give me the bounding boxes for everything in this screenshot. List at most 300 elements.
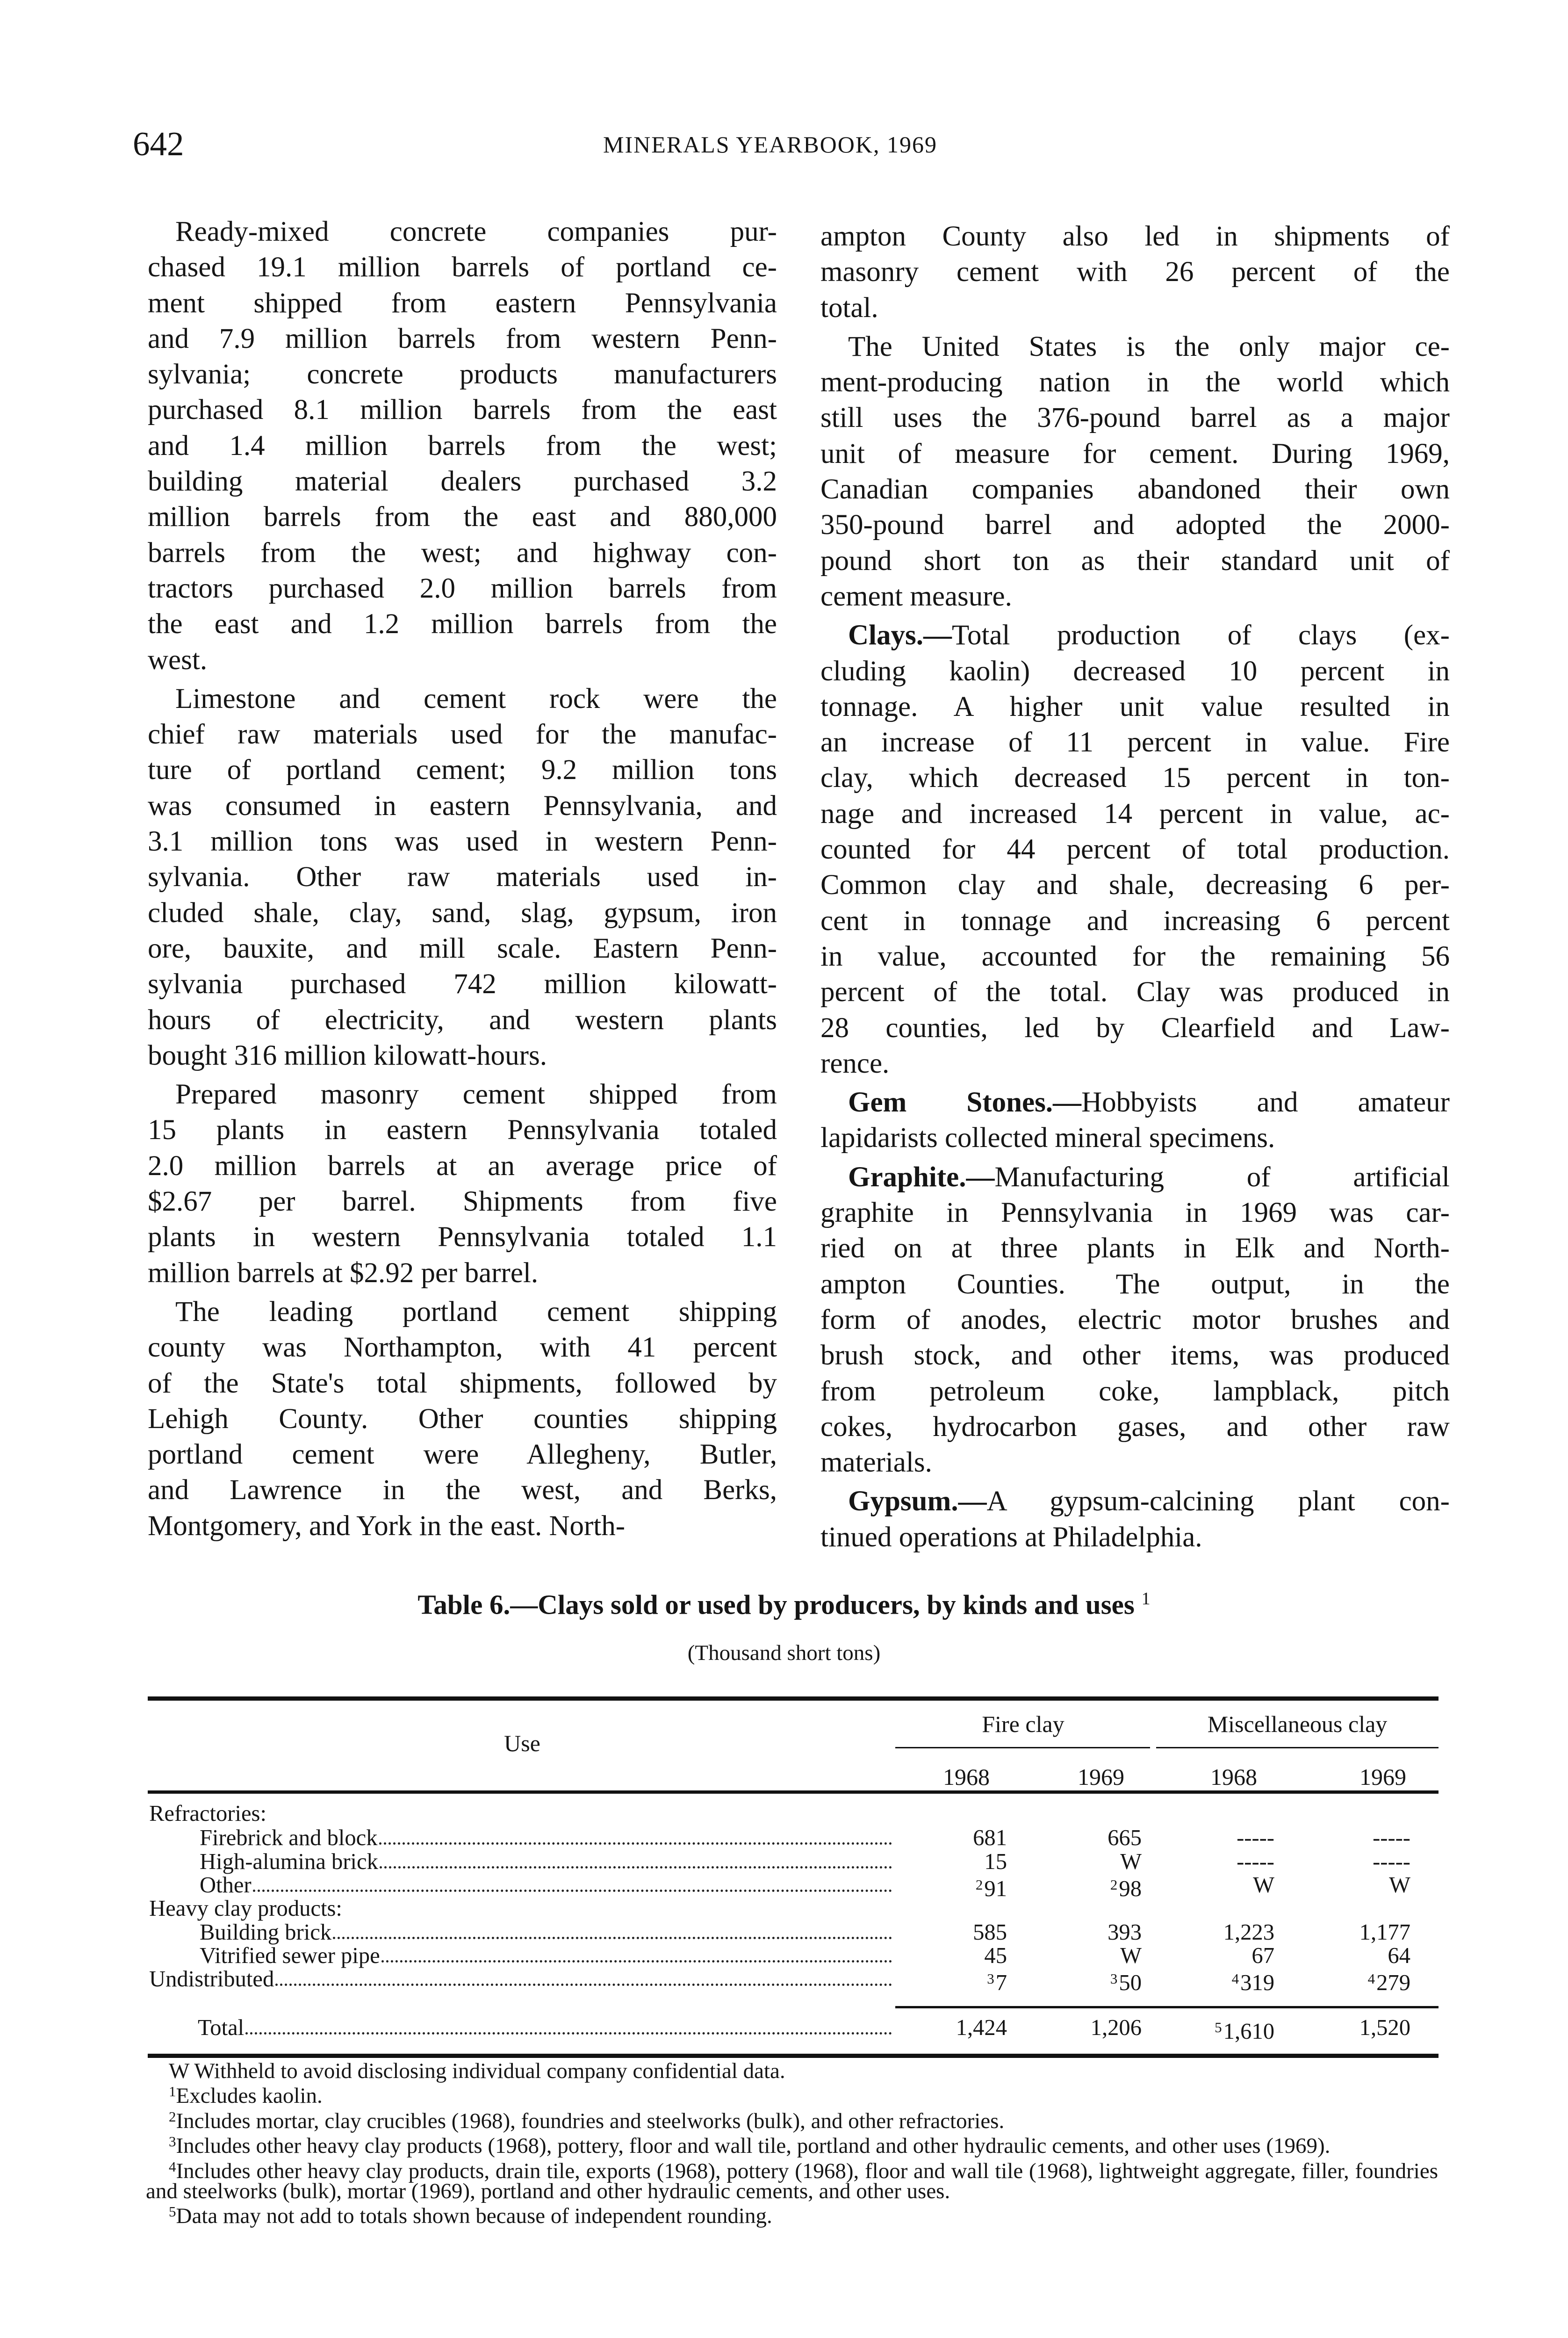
cell-value: 393 — [1108, 1919, 1142, 1945]
text-line — [820, 903, 1450, 939]
footnote-text — [146, 2201, 1438, 2229]
table-cell — [1007, 1826, 1142, 1849]
text-line-content: graphite in Pennsylvania in 1969 was car- — [820, 1197, 1450, 1229]
section-lead: Graphite.— — [848, 1161, 995, 1193]
text-line-content: Ready-mixed concrete companies pur- — [175, 216, 777, 247]
footnote-mark: 2 — [1110, 1876, 1118, 1893]
text-line-content: cokes, hydrocarbon gases, and other raw — [820, 1411, 1450, 1443]
header-year: 1968 — [943, 1764, 990, 1790]
cell-value: 681 — [973, 1825, 1007, 1850]
table-cell — [1007, 1967, 1142, 1995]
text-line — [148, 1508, 777, 1544]
table-row — [149, 1944, 1438, 1967]
footnote-mark: 2 — [975, 1876, 983, 1893]
row-label — [149, 2016, 895, 2039]
text-line-content: unit of measure for cement. During 1969, — [820, 438, 1450, 469]
row-label — [149, 1873, 895, 1897]
footnote-mark: 3 — [1110, 1970, 1118, 1987]
text-line — [148, 499, 777, 535]
header-year: 1969 — [1078, 1764, 1124, 1790]
row-label — [149, 1897, 895, 1920]
text-line-content: ampton County also led in shipments of — [820, 221, 1450, 252]
text-line-content: 15 plants in eastern Pennsylvania totaled — [148, 1114, 777, 1146]
cell-value: W — [1253, 1872, 1274, 1898]
text-line-content: Manufacturing of artificial — [994, 1161, 1450, 1193]
text-line-content: Limestone and cement rock were the — [175, 683, 777, 714]
cell-value: 665 — [1108, 1825, 1142, 1850]
text-line — [148, 214, 777, 250]
footnote-content: Excludes kaolin. — [176, 2084, 323, 2108]
text-line — [148, 859, 777, 895]
text-line-content: and 7.9 million barrels from western Penn- — [148, 323, 777, 354]
header-group-rule — [1156, 1747, 1439, 1748]
text-line-content: Common clay and shale, decreasing 6 per- — [820, 869, 1450, 901]
text-line — [148, 1330, 777, 1365]
table-cell — [1142, 1873, 1274, 1897]
cell-value: 1,610 — [1223, 2019, 1274, 2044]
table-cell — [1142, 1826, 1274, 1849]
text-line — [148, 1401, 777, 1437]
cell-value: 7 — [995, 1970, 1007, 1995]
table-cell — [1274, 1826, 1410, 1849]
text-line — [820, 1267, 1450, 1302]
text-line-content: purchased 8.1 million barrels from the east — [148, 394, 777, 426]
text-line — [148, 392, 777, 428]
paragraph — [820, 219, 1450, 326]
text-line-content: materials. — [820, 1447, 932, 1479]
table-row — [149, 1872, 1438, 1901]
footnote-mark: 5 — [1215, 2019, 1222, 2035]
table-cell — [1007, 1920, 1142, 1944]
text-line-content: 2.0 million barrels at an average price of — [148, 1150, 777, 1182]
row-label — [149, 1826, 895, 1849]
paragraph — [820, 1160, 1450, 1481]
text-line — [148, 1148, 777, 1184]
cell-value: 91 — [984, 1876, 1007, 1901]
text-line-content: million barrels from the east and 880,000 — [148, 501, 777, 533]
table-title — [0, 1589, 1568, 1620]
text-line-content: The United States is the only major ce- — [848, 331, 1450, 362]
table-cell — [895, 1920, 1007, 1944]
text-line-content: chased 19.1 million barrels of portland ce- — [148, 252, 777, 283]
text-line-content: tinued operations at Philadelphia. — [820, 1521, 1202, 1553]
text-line — [820, 1231, 1450, 1266]
text-line — [820, 1409, 1450, 1445]
text-line — [820, 290, 1450, 326]
row-label — [149, 1920, 895, 1944]
table-cell — [1142, 1944, 1274, 1967]
row-label — [149, 1802, 895, 1825]
paragraph — [820, 329, 1450, 614]
text-line-content: 3.1 million tons was used in western Penn- — [148, 826, 777, 858]
footnote-text — [146, 2131, 1438, 2156]
text-line-content: and 1.4 million barrels from the west; — [148, 430, 777, 462]
header-use: Use — [504, 1730, 540, 1756]
text-column-right — [820, 219, 1450, 1559]
paragraph — [820, 1085, 1450, 1156]
table-cell — [1142, 2016, 1274, 2044]
text-line-content: Total production of clays (ex- — [952, 620, 1450, 651]
footnote-text — [146, 2061, 1438, 2081]
section-lead: Gem Stones.— — [848, 1087, 1082, 1118]
table-cell — [1274, 1920, 1410, 1944]
page-number: 642 — [133, 125, 184, 163]
table-cell — [1007, 1850, 1142, 1873]
footnote-text — [146, 2157, 1438, 2202]
row-label-text: Heavy clay products: — [149, 1896, 342, 1921]
table-title-text: Table 6.—Clays sold or used by producers, by kinds and uses — [417, 1589, 1135, 1620]
cell-value: 15 — [984, 1849, 1007, 1874]
paragraph — [148, 681, 777, 1074]
text-line — [148, 717, 777, 752]
text-line-content: million barrels at $2.92 per barrel. — [148, 1257, 539, 1289]
text-line — [820, 1520, 1450, 1555]
text-line — [148, 1437, 777, 1472]
text-line — [148, 681, 777, 717]
text-line — [148, 1003, 777, 1038]
header-year: 1969 — [1359, 1764, 1406, 1790]
text-line — [820, 867, 1450, 903]
text-line-content: cent in tonnage and increasing 6 percent — [820, 905, 1450, 937]
cell-value: 1,520 — [1359, 2015, 1410, 2040]
footnote-mark: 3 — [169, 2133, 176, 2150]
row-label-text: High-alumina brick — [200, 1849, 378, 1874]
text-line — [148, 535, 777, 571]
text-line-content: ore, bauxite, and mill scale. Eastern Penn- — [148, 932, 777, 964]
cell-value: 45 — [984, 1943, 1007, 1968]
paragraph — [148, 214, 777, 678]
text-line — [820, 365, 1450, 400]
text-line-content: sylvania; concrete products manufacturers — [148, 359, 777, 390]
footnote — [146, 2061, 1438, 2081]
text-line — [820, 1120, 1450, 1156]
text-line — [148, 1077, 777, 1112]
text-line-content: masonry cement with 26 percent of the — [820, 256, 1450, 288]
table-cell — [1274, 1967, 1410, 1995]
text-line — [820, 1302, 1450, 1338]
text-line — [820, 1484, 1450, 1519]
text-line-content: brush stock, and other items, was produced — [820, 1340, 1450, 1371]
text-line — [820, 1338, 1450, 1373]
text-line-content: county was Northampton, with 41 percent — [148, 1332, 777, 1364]
cell-value: ----- — [1373, 1825, 1410, 1850]
text-line-content: bought 316 million kilowatt-hours. — [148, 1039, 547, 1071]
text-line — [148, 321, 777, 357]
table-total-row — [149, 2015, 1438, 2044]
text-line — [148, 606, 777, 642]
running-head: MINERALS YEARBOOK, 1969 — [603, 131, 937, 158]
text-line — [148, 428, 777, 464]
section-lead: Gypsum.— — [848, 1486, 987, 1517]
text-line-content: total. — [820, 292, 878, 324]
table-cell — [895, 1826, 1007, 1849]
table-subtitle: (Thousand short tons) — [687, 1641, 881, 1665]
text-line — [820, 219, 1450, 254]
text-line — [148, 967, 777, 1002]
text-line — [148, 357, 777, 392]
text-line-content: clay, which decreased 15 percent in ton- — [820, 762, 1450, 794]
section-lead: Clays.— — [848, 620, 952, 651]
text-column-left — [148, 214, 777, 1547]
row-label — [149, 1850, 895, 1873]
table-cell — [895, 1944, 1007, 1967]
text-line-content: sylvania. Other raw materials used in- — [148, 861, 777, 893]
text-line-content: A gypsum-calcining plant con- — [986, 1486, 1450, 1517]
footnote-content: Includes other heavy clay products (1968), pottery, floor and wall tile, portland and other hydraulic cements, and other uses (1969). — [176, 2134, 1331, 2158]
text-line — [820, 974, 1450, 1010]
table-cell — [1142, 1920, 1274, 1944]
text-line-content: tonnage. A higher unit value resulted in — [820, 691, 1450, 722]
table-cell — [1142, 1967, 1274, 1995]
text-line — [820, 472, 1450, 507]
footnote-mark: 2 — [169, 2108, 176, 2125]
text-line-content: cluded shale, clay, sand, slag, gypsum, iron — [148, 897, 777, 929]
cell-value: 1,223 — [1223, 1919, 1274, 1945]
text-line — [148, 1038, 777, 1074]
cell-value: 1,206 — [1090, 2015, 1142, 2040]
cell-value: ----- — [1237, 1825, 1274, 1850]
footnote — [146, 2201, 1438, 2229]
cell-value: ----- — [1237, 1849, 1274, 1874]
text-line — [148, 286, 777, 321]
text-line-content: barrels from the west; and highway con- — [148, 537, 777, 569]
text-line — [148, 931, 777, 967]
text-line-content: Hobbyists and amateur — [1081, 1087, 1450, 1118]
text-line-content: tractors purchased 2.0 million barrels from — [148, 572, 777, 604]
row-label-text: Total — [198, 2015, 245, 2040]
table-cell — [1142, 1850, 1274, 1873]
table-row — [149, 1850, 1438, 1873]
text-line-content: $2.67 per barrel. Shipments from five — [148, 1186, 777, 1218]
text-line-content: of the State's total shipments, followed by — [148, 1367, 777, 1399]
text-line — [148, 788, 777, 824]
text-line — [820, 1195, 1450, 1231]
cell-value: 319 — [1240, 1970, 1274, 1995]
text-line-content: ment shipped from eastern Pennsylvania — [148, 287, 777, 319]
text-line-content: Prepared masonry cement shipped from — [175, 1079, 777, 1111]
row-label-text: Refractories: — [149, 1801, 266, 1826]
cell-value: 50 — [1119, 1970, 1142, 1995]
row-label-text: Building brick — [200, 1919, 332, 1945]
cell-value: 1,177 — [1359, 1919, 1410, 1945]
text-line — [148, 1256, 777, 1291]
text-line-content: portland cement were Allegheny, Butler, — [148, 1439, 777, 1471]
table-row — [149, 1826, 1438, 1849]
dot-leader — [333, 1920, 892, 1939]
text-line-content: and Lawrence in the west, and Berks, — [148, 1474, 777, 1506]
text-line-content: pound short ton as their standard unit of — [820, 545, 1450, 577]
footnote-mark: 4 — [1367, 1970, 1375, 1987]
row-label-text: Other — [200, 1872, 252, 1898]
footnote-text — [146, 2107, 1438, 2131]
cell-value: W — [1120, 1943, 1142, 1968]
dot-leader — [275, 1967, 892, 1986]
text-line-content: ture of portland cement; 9.2 million tons — [148, 754, 777, 786]
text-line — [820, 832, 1450, 867]
paragraph — [820, 618, 1450, 1082]
text-line — [820, 725, 1450, 760]
text-line — [148, 1294, 777, 1330]
footnote-mark: 1 — [169, 2083, 176, 2100]
text-line — [820, 1445, 1450, 1480]
text-line-content: cluding kaolin) decreased 10 percent in — [820, 655, 1450, 687]
footnote-content: Data may not add to totals shown because of independent rounding. — [176, 2204, 772, 2229]
table-cell — [1274, 2016, 1410, 2039]
text-line-content: ampton Counties. The output, in the — [820, 1268, 1450, 1300]
text-line-content: The leading portland cement shipping — [175, 1296, 777, 1328]
text-line-content: the east and 1.2 million barrels from the — [148, 608, 777, 640]
text-line — [820, 579, 1450, 614]
row-label — [149, 1944, 895, 1967]
text-line — [820, 796, 1450, 832]
table-cell — [1274, 1944, 1410, 1967]
footnote-content: W Withheld to avoid disclosing individual company confidential data. — [169, 2059, 785, 2083]
table-cell — [1007, 1944, 1142, 1967]
text-line — [820, 1046, 1450, 1082]
footnote — [146, 2107, 1438, 2131]
dot-leader — [379, 1826, 892, 1845]
table-row — [149, 1920, 1438, 1944]
text-line — [148, 464, 777, 499]
footnote-mark: 5 — [169, 2203, 176, 2220]
dot-leader — [245, 2016, 892, 2035]
header-misc-clay: Miscellaneous clay — [1207, 1711, 1388, 1737]
table-cell — [895, 2016, 1007, 2039]
text-line-content: Lehigh County. Other counties shipping — [148, 1403, 777, 1435]
footnote-content: Includes mortar, clay crucibles (1968), foundries and steelworks (bulk), and other refractories. — [176, 2108, 1005, 2133]
text-line-content: from petroleum coke, lampblack, pitch — [820, 1375, 1450, 1407]
text-line — [148, 642, 777, 678]
header-bottom-rule — [148, 1790, 1439, 1794]
text-line — [148, 1220, 777, 1255]
text-line — [820, 1085, 1450, 1120]
dot-leader — [380, 1850, 892, 1869]
text-line-content: cement measure. — [820, 580, 1012, 612]
text-line-content: counted for 44 percent of total production. — [820, 834, 1450, 866]
table-cell — [1274, 1873, 1410, 1897]
text-line-content: Montgomery, and York in the east. North- — [148, 1510, 626, 1542]
text-line — [820, 400, 1450, 436]
row-label-text: Firebrick and block — [200, 1825, 378, 1850]
text-line — [820, 939, 1450, 974]
text-line — [820, 689, 1450, 725]
text-line — [820, 436, 1450, 472]
text-line — [148, 571, 777, 606]
cell-value: W — [1120, 1849, 1142, 1874]
text-line — [820, 654, 1450, 689]
header-group-rule — [895, 1747, 1150, 1748]
dot-leader — [381, 1944, 892, 1963]
text-line-content: ment-producing nation in the world which — [820, 367, 1450, 398]
text-line-content: an increase of 11 percent in value. Fire — [820, 727, 1450, 758]
row-label — [149, 1967, 895, 1991]
text-line-content: form of anodes, electric motor brushes and — [820, 1304, 1450, 1335]
text-line-content: chief raw materials used for the manufac- — [148, 719, 777, 750]
footnote — [146, 2157, 1438, 2202]
cell-value: W — [1389, 1872, 1410, 1898]
text-line — [820, 760, 1450, 796]
table-cell — [895, 1967, 1007, 1995]
text-line — [820, 254, 1450, 290]
text-line — [148, 752, 777, 788]
table-cell — [1007, 1873, 1142, 1901]
row-label-text: Vitrified sewer pipe — [200, 1943, 380, 1968]
cell-value: 67 — [1252, 1943, 1274, 1968]
text-line — [820, 1160, 1450, 1195]
footnote — [146, 2131, 1438, 2156]
text-line-content: plants in western Pennsylvania totaled 1.1 — [148, 1221, 777, 1253]
text-line-content: building material dealers purchased 3.2 — [148, 466, 777, 498]
text-line-content: ried on at three plants in Elk and North- — [820, 1233, 1450, 1264]
table-row — [149, 1966, 1438, 1995]
text-line — [820, 1010, 1450, 1046]
dot-leader — [253, 1873, 892, 1892]
cell-value: 64 — [1388, 1943, 1410, 1968]
cell-value: 1,424 — [956, 2015, 1007, 2040]
total-rule — [895, 2006, 1439, 2008]
text-line-content: rence. — [820, 1047, 890, 1079]
row-label-text: Undistributed — [149, 1966, 274, 1992]
text-line — [148, 895, 777, 931]
text-line-content: sylvania purchased 742 million kilowatt- — [148, 968, 777, 1000]
header-fire-clay: Fire clay — [982, 1711, 1065, 1737]
text-line — [820, 507, 1450, 543]
text-line — [820, 1374, 1450, 1409]
text-line — [148, 1184, 777, 1220]
text-line-content: was consumed in eastern Pennsylvania, and — [148, 790, 777, 822]
text-line — [148, 824, 777, 859]
text-line — [820, 543, 1450, 579]
table-title-footnote-mark: 1 — [1141, 1589, 1151, 1609]
table-bottom-rule — [148, 2054, 1439, 2058]
text-line — [148, 1472, 777, 1508]
cell-value: ----- — [1373, 1849, 1410, 1874]
table-top-rule — [148, 1696, 1439, 1701]
table-row — [149, 1802, 1438, 1825]
table-footnotes — [146, 2061, 1438, 2227]
text-line-content: in value, accounted for the remaining 56 — [820, 940, 1450, 972]
footnote — [146, 2081, 1438, 2106]
text-line-content: 350-pound barrel and adopted the 2000- — [820, 509, 1450, 541]
header-year: 1968 — [1210, 1764, 1257, 1790]
text-line-content: percent of the total. Clay was produced in — [820, 976, 1450, 1008]
footnote-mark: 4 — [1231, 1970, 1239, 1987]
text-line-content: nage and increased 14 percent in value, ac- — [820, 798, 1450, 830]
text-line — [820, 618, 1450, 653]
text-line — [148, 1112, 777, 1148]
paragraph — [820, 1484, 1450, 1555]
footnote-mark: 4 — [169, 2158, 176, 2175]
text-line — [148, 250, 777, 285]
footnote-text — [146, 2081, 1438, 2106]
cell-value: 98 — [1119, 1876, 1142, 1901]
table-cell — [895, 1873, 1007, 1901]
text-line-content: still uses the 376-pound barrel as a major — [820, 402, 1450, 434]
cell-value: 279 — [1376, 1970, 1410, 1995]
table-cell — [895, 1850, 1007, 1873]
table-cell — [1007, 2016, 1142, 2039]
text-line — [148, 1366, 777, 1401]
text-line-content: Canadian companies abandoned their own — [820, 474, 1450, 505]
text-line-content: hours of electricity, and western plants — [148, 1004, 777, 1036]
text-line-content: lapidarists collected mineral specimens. — [820, 1122, 1275, 1154]
text-line-content: 28 counties, led by Clearfield and Law- — [820, 1012, 1450, 1044]
text-line — [820, 329, 1450, 365]
paragraph — [148, 1077, 777, 1291]
footnote-mark: 3 — [987, 1970, 994, 1987]
cell-value: 585 — [973, 1919, 1007, 1945]
footnote-content: Includes other heavy clay products, drain tile, exports (1968), pottery (1968), floor and wall tile (1968), lightweight aggregate, filler, foundries and steelworks (bulk), mortar (1969), portland and other hydraulic cements, and other uses. — [146, 2158, 1438, 2204]
